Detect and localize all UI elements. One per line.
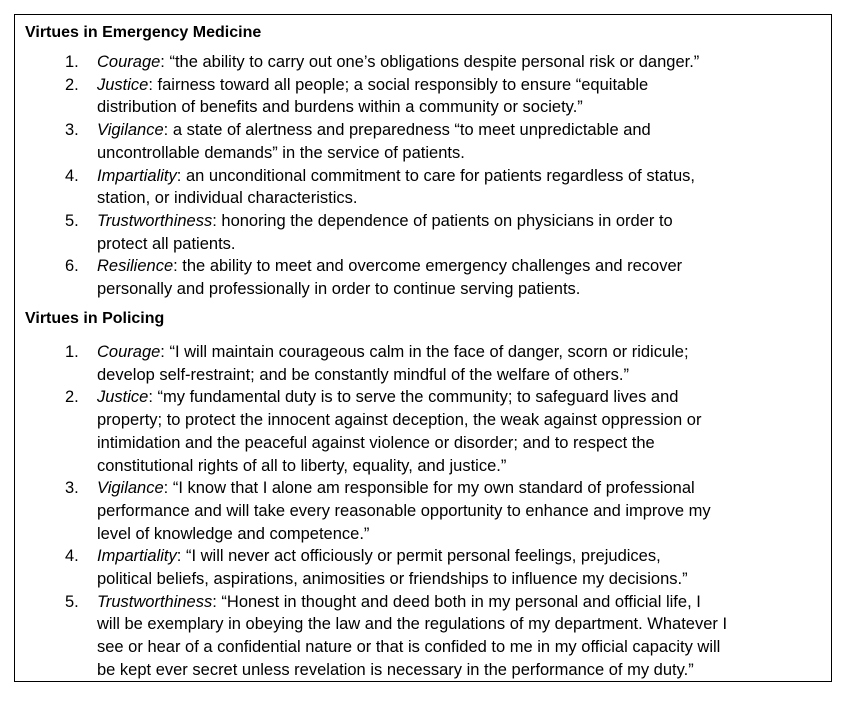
policing-virtue-list <box>15 341 833 682</box>
virtue-term: Trustworthiness <box>97 211 213 230</box>
list-item <box>15 591 833 682</box>
item-number: 5. <box>65 211 79 230</box>
item-number: 2. <box>65 388 79 407</box>
item-number: 3. <box>65 479 79 498</box>
virtues-table-box <box>14 14 832 682</box>
list-item <box>15 341 833 386</box>
virtue-definition: : a state of alertness and preparedness “to meet unpredictable and uncontrollable demands” in the service of patients. <box>97 121 651 162</box>
virtue-term: Vigilance <box>97 479 164 498</box>
virtue-term: Trustworthiness <box>97 592 213 611</box>
list-item <box>15 255 833 300</box>
item-number: 2. <box>65 75 79 94</box>
virtue-term: Impartiality <box>97 547 177 566</box>
virtue-definition: : “the ability to carry out one’s obligations despite personal risk or danger.” <box>160 53 700 71</box>
list-item <box>15 119 833 164</box>
list-item <box>15 74 833 119</box>
virtue-definition: : “my fundamental duty is to serve the community; to safeguard lives and property; to protect the innocent against deception, the weak against oppression or intimidation and the peaceful against violence or disorder; and to respect the constitutional rights of all to liberty, equality, and justice.” <box>97 388 702 475</box>
item-number: 6. <box>65 257 79 276</box>
virtue-definition: : “I will maintain courageous calm in the face of danger, scorn or ridicule; develop self-restraint; and be constantly mindful of the welfare of others.” <box>97 343 689 384</box>
virtue-term: Justice <box>97 388 149 407</box>
virtue-definition: : “Honest in thought and deed both in my personal and official life, I will be exemplary in obeying the law and the regulations of my department. Whatever I see or hear of a confidential nature or that is confided to me in my official capacity will be kept ever secret unless revelation is necessary in the performance of my duty.” <box>97 592 728 679</box>
list-item <box>15 210 833 255</box>
list-item <box>15 386 833 477</box>
list-item <box>15 545 833 590</box>
list-item <box>15 477 833 545</box>
item-number: 1. <box>65 343 79 361</box>
virtue-term: Resilience <box>97 257 174 276</box>
item-number: 3. <box>65 121 79 140</box>
list-item <box>15 51 833 74</box>
section-heading-policing: Virtues in Policing <box>25 310 165 327</box>
virtue-term: Impartiality <box>97 166 177 185</box>
item-number: 5. <box>65 592 79 611</box>
section-heading-emergency-medicine: Virtues in Emergency Medicine <box>25 24 262 41</box>
virtue-term: Courage <box>97 53 161 71</box>
virtue-definition: : “I know that I alone am responsible for my own standard of professional performance and will take every reasonable opportunity to enhance and improve my level of knowledge and competence.” <box>97 479 711 543</box>
virtue-term: Vigilance <box>97 121 164 140</box>
virtue-definition: : honoring the dependence of patients on physicians in order to protect all patients. <box>97 211 673 253</box>
item-number: 1. <box>65 53 79 71</box>
item-number: 4. <box>65 166 79 185</box>
virtue-definition: : “I will never act officiously or permit personal feelings, prejudices, political beliefs, aspirations, animosities or friendships to influence my decisions.” <box>97 547 688 589</box>
emergency-medicine-virtue-list <box>15 51 833 301</box>
virtue-term: Justice <box>97 75 149 94</box>
virtue-definition: : fairness toward all people; a social responsibly to ensure “equitable distribution of benefits and burdens within a community or society.” <box>97 75 649 117</box>
virtue-definition: : an unconditional commitment to care for patients regardless of status, station, or individual characteristics. <box>97 166 695 208</box>
virtue-definition: : the ability to meet and overcome emergency challenges and recover personally and professionally in order to continue serving patients. <box>97 257 683 299</box>
virtue-term: Courage <box>97 343 161 361</box>
item-number: 4. <box>65 547 79 566</box>
list-item <box>15 165 833 210</box>
